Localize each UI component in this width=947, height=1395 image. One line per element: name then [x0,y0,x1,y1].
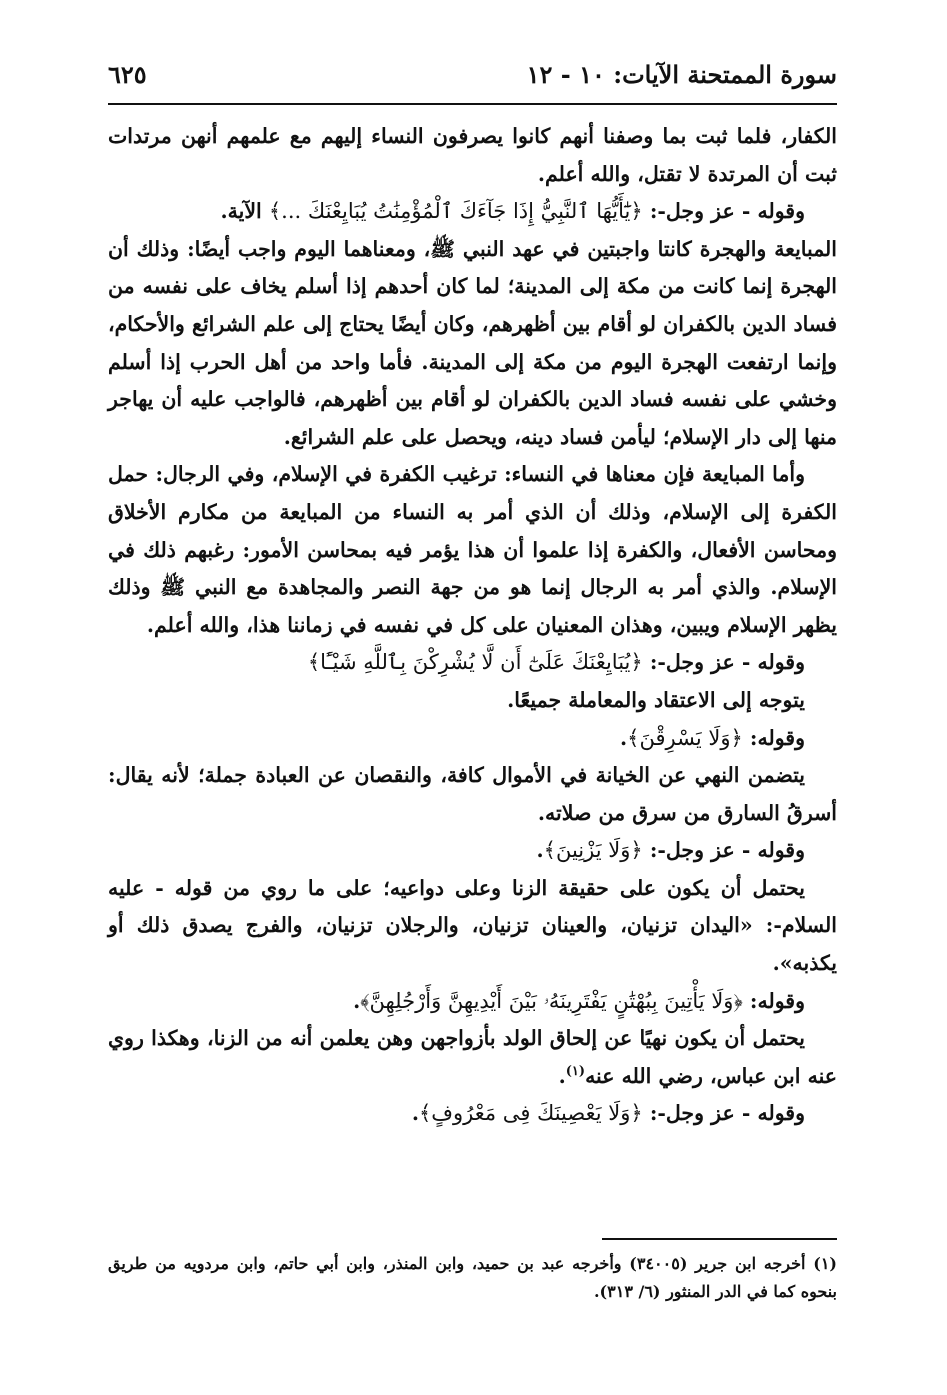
footnote-reference[interactable]: (١) [565,1064,586,1080]
verse-intro: وقوله - عز وجل-: [649,1101,805,1126]
verse-intro: وقوله - عز وجل-: [649,838,805,863]
verse-intro: وقوله: [749,988,805,1013]
verse-tail: . [411,1101,419,1126]
paragraph-tail: . [558,1063,566,1088]
footnotes [108,1250,837,1306]
quran-verse: ﴿وَلَا يَزْنِينَ﴾ [543,838,643,863]
page-number: ٦٢٥ [108,60,147,89]
quran-verse: ﴿يُبَايِعْنَكَ عَلَىٰٓ أَن لَّا يُشْرِكْنَ بِٱللَّهِ شَيْـًٔا﴾ [307,650,643,675]
verse-tail: . [353,988,361,1013]
verse-tail: الآية. [220,199,269,224]
paragraph: يتوجه إلى الاعتقاد والمعاملة جميعًا. [507,687,805,712]
quran-verse: ﴿وَلَا يَأْتِينَ بِبُهْتَٰنٍ يَفْتَرِينَهُۥ بَيْنَ أَيْدِيهِنَّ وَأَرْجُلِهِنَّ﴾ [360,988,743,1013]
footnote-rule [602,1238,837,1240]
running-title: سورة الممتحنة الآيات: ١٠ - ١٢ [526,60,837,89]
paragraph: وأما المبايعة فإن معناها في النساء: ترغيب الكفرة في الإسلام، وفي الرجال: حمل الكفرة إلى الإسلام، وذلك أن الذي أمر به النساء من المبايعة من مكارم الأخلاق ومحاسن الأفعال، والكفرة إذا علموا أن هذا يؤمر فيه بمحاسن الأمور: رغبهم ذلك في الإسلام. والذي أمر به الرجال إنما هو من جهة النصر والمجاهدة مع النبي ﷺ وذلك يظهر الإسلام ويبين، وهذان المعنيان على كل في نفسه في زماننا هذا، والله أعلم. [108,462,837,637]
verse-paragraph [108,193,837,231]
verse-intro: وقوله - عز وجل-: [649,199,805,224]
verse-tail: . [536,838,544,863]
paragraph: الكفار، فلما ثبت بما وصفنا أنهم كانوا يصرفون النساء إليهم مع علمهم أنهن مرتدات ثبت أن المرتدة لا تقتل، والله أعلم. [108,124,837,186]
main-text [108,118,837,1133]
verse-paragraph [108,644,837,682]
header-rule [108,103,837,105]
paragraph: المبايعة والهجرة كانتا واجبتين في عهد النبي ﷺ، ومعناهما اليوم واجب أيضًا: وذلك أن الهجرة إنما كانت من مكة إلى المدينة؛ لما كان أحدهم إذا أسلم يخاف على نفسه من فساد الدين بالكفران لو أقام بين أظهرهم، وكان أيضًا يحتاج إلى علم الشرائع والأحكام، وإنما ارتفعت الهجرة اليوم من مكة إلى المدينة. فأما واحد من أهل الحرب إذا أسلم وخشي على نفسه فساد الدين بالكفران لو أقام بين أظهرهم، فالواجب عليه أن يهاجر منها إلى دار الإسلام؛ ليأمن فساد دينه، ويحصل على علم الشرائع. [108,236,837,449]
paragraph-text: يحتمل أن يكون نهيًا عن إلحاق الولد بأزواجهن وهن يعلمن أنه من الزنا، وهكذا روي عنه ابن عباس، رضي الله عنه [108,1026,837,1088]
paragraph: يحتمل أن يكون على حقيقة الزنا وعلى دواعيه؛ على ما روي من قوله - عليه السلام-: «اليدان تزنيان، والعينان تزنيان، والرجلان تزنيان، والفرج يصدق ذلك أو يكذبه». [108,875,837,976]
verse-intro: وقوله: [749,725,805,750]
quran-verse: ﴿وَلَا يَسْرِقْنَ﴾ [627,725,743,750]
verse-paragraph [108,720,837,758]
paragraph: يتضمن النهي عن الخيانة في الأموال كافة، والنقصان عن العبادة جملة؛ لأنه يقال: أسرقُ السارق من سرق من صلاته. [108,763,837,825]
verse-paragraph [108,832,837,870]
quran-verse: ﴿يَٰٓأَيُّهَا ٱلنَّبِيُّ إِذَا جَآءَكَ ٱلْمُؤْمِنَٰتُ يُبَايِعْنَكَ ...﴾ [268,199,643,224]
paragraph [108,1020,837,1095]
page-header [108,60,837,104]
verse-paragraph [108,983,837,1021]
verse-tail: . [620,725,628,750]
footnote-text: (١) أخرجه ابن جرير (٣٤٠٠٥) وأخرجه عبد بن حميد، وابن المنذر، وابن أبي حاتم، وابن مردويه من طريق بنحوه كما في الدر المنثور (٦/ ٣١٣). [108,1254,837,1301]
verse-intro: وقوله - عز وجل-: [649,650,805,675]
verse-paragraph [108,1095,837,1133]
quran-verse: ﴿وَلَا يَعْصِينَكَ فِى مَعْرُوفٍ﴾ [418,1101,643,1126]
